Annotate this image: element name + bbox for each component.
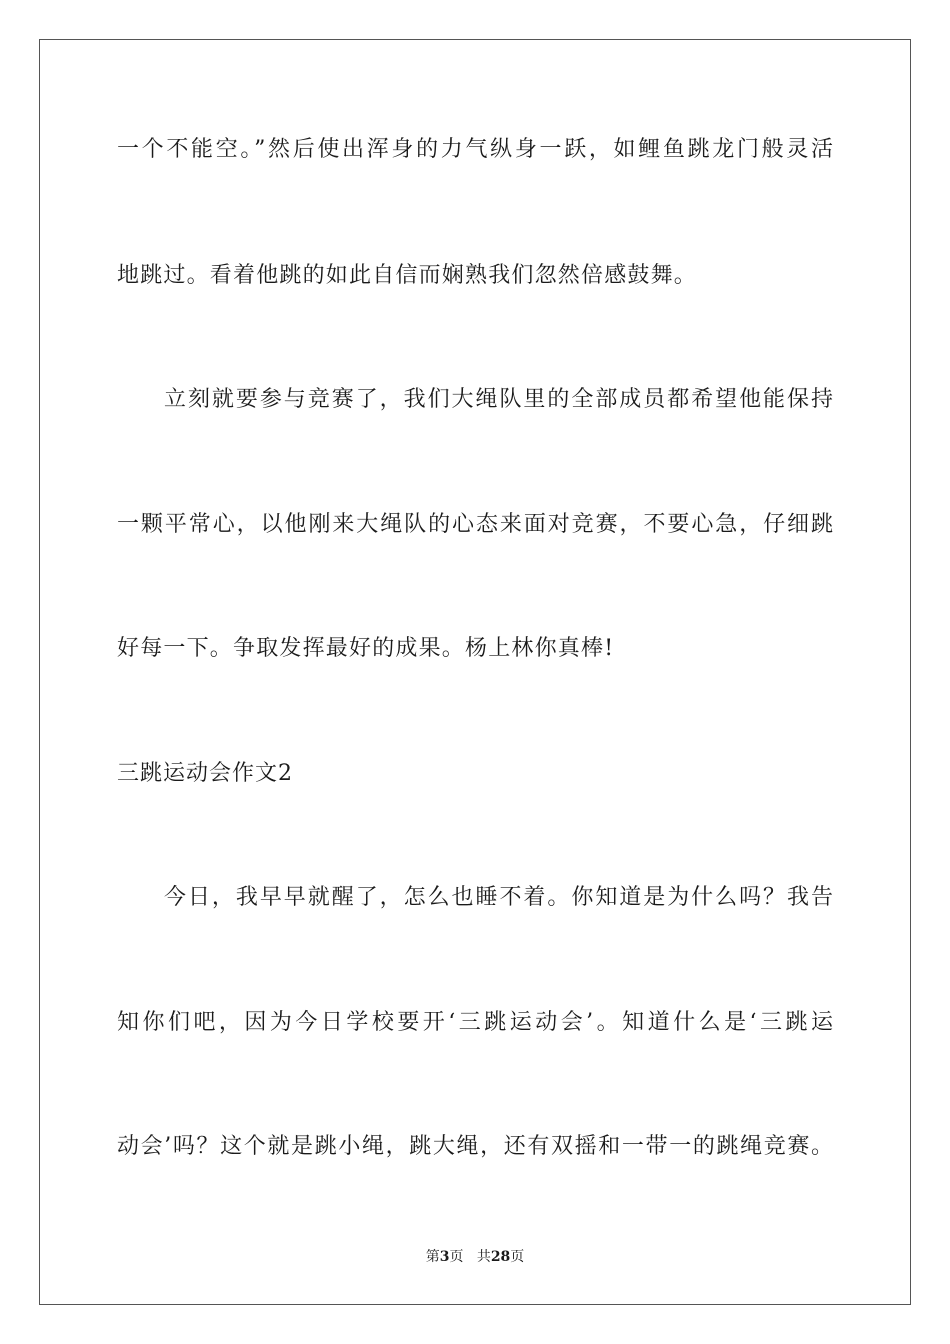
paragraph-line-3: 立刻就要参与竞赛了，我们大绳队里的全部成员都希望他能保持 xyxy=(164,387,833,412)
paragraph-line-4: 一颗平常心，以他刚来大绳队的心态来面对竞赛，不要心急，仔细跳 xyxy=(117,512,833,537)
paragraph-line-5: 好每一下。争取发挥最好的成果。杨上林你真棒! xyxy=(117,636,615,661)
paragraph-line-8: 动会’吗？这个就是跳小绳，跳大绳，还有双摇和一带一的跳绳竞赛。 xyxy=(117,1134,833,1159)
paragraph-line-7: 知你们吧，因为今日学校要开‘三跳运动会’。知道什么是‘三跳运 xyxy=(117,1010,833,1035)
page-footer xyxy=(0,1248,950,1266)
paragraph-line-6: 今日，我早早就醒了，怎么也睡不着。你知道是为什么吗？我告 xyxy=(164,885,833,910)
page-suffix: 页 xyxy=(449,1249,464,1265)
page-border xyxy=(39,39,911,1305)
paragraph-line-2: 地跳过。看着他跳的如此自信而娴熟我们忽然倍感鼓舞。 xyxy=(117,263,698,288)
total-pages: 28 xyxy=(490,1249,511,1265)
page-number: 3 xyxy=(439,1249,450,1265)
total-suffix: 页 xyxy=(510,1249,525,1265)
page-prefix: 第 xyxy=(425,1249,440,1265)
section-heading: 三跳运动会作文2 xyxy=(117,761,293,786)
paragraph-line-1: 一个不能空。”然后使出浑身的力气纵身一跃，如鲤鱼跳龙门般灵活 xyxy=(117,137,833,162)
total-prefix: 共 xyxy=(476,1249,491,1265)
